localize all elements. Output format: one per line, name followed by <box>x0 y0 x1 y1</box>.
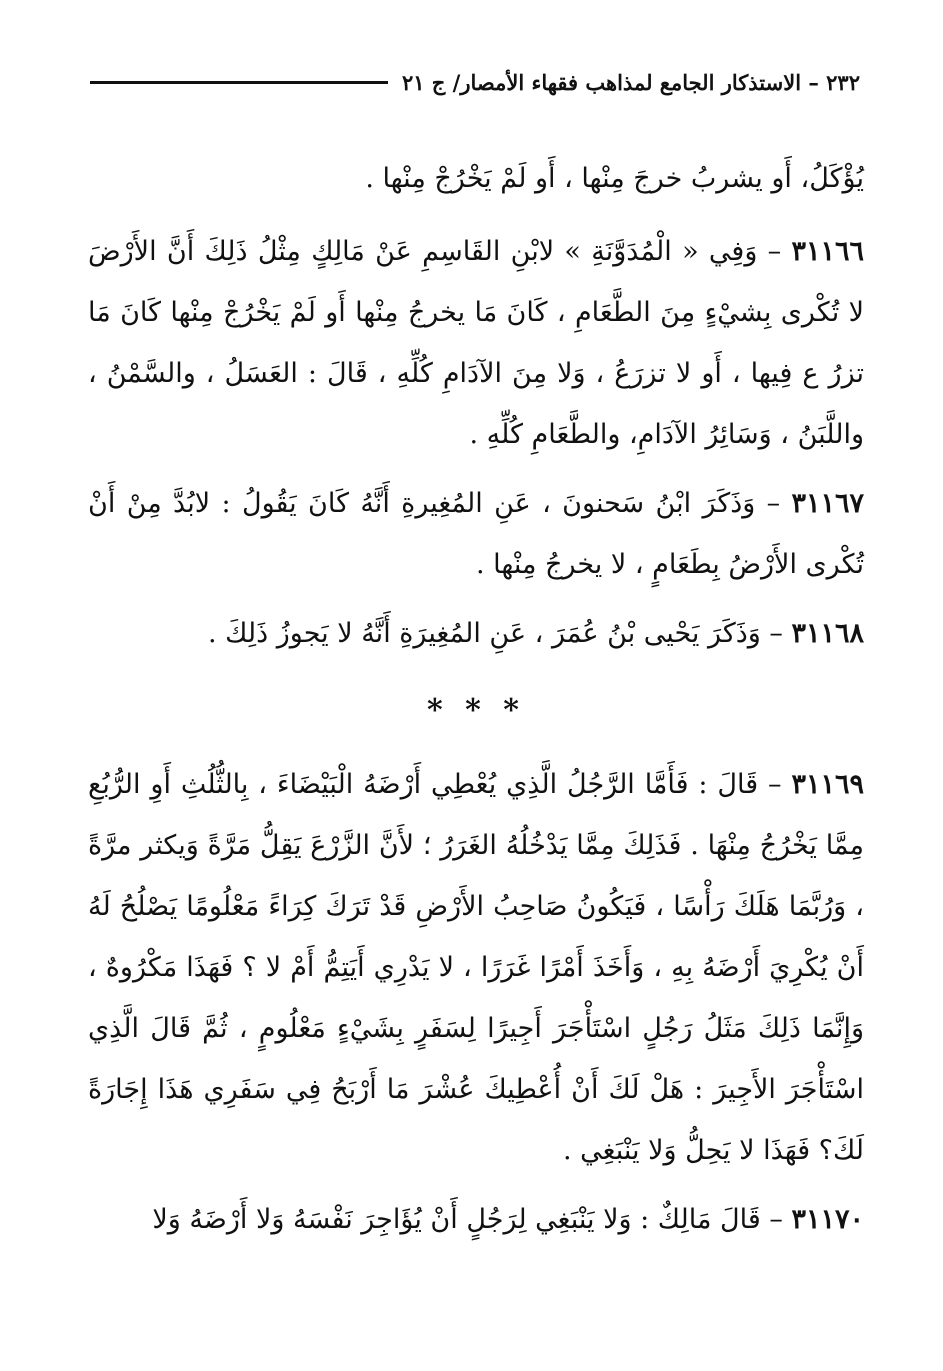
paragraph-31166 <box>88 221 864 465</box>
header-title: ٢٣٢ – الاستذكار الجامع لمذاهب فقهاء الأمصار/ ج ٢١ <box>401 69 860 95</box>
paragraph-text: – وَذَكَرَ يَحْيى بْنُ عُمَرَ ، عَنِ المُغِيرَةِ أَنَّهُ لا يَجوزُ ذَلِكَ . <box>207 618 783 649</box>
header-rule <box>90 81 388 84</box>
paragraph-number: ٣١١٦٧ <box>791 488 864 519</box>
paragraph-31168 <box>88 603 864 664</box>
paragraph-text: يُؤْكَلُ، أَو يشربُ خرجَ مِنْها ، أَو لَمْ يَخْرُجْ مِنْها . <box>365 163 864 194</box>
paragraph-text: – قَالَ مَالِكٌ : وَلا يَنْبَغِي لِرَجُلٍ أَنْ يُؤَاجِرَ نَفْسَهُ وَلا أَرْضَهُ وَلا <box>152 1204 783 1235</box>
paragraph-31169 <box>88 754 864 1181</box>
paragraph-number: ٣١١٧٠ <box>791 1204 864 1235</box>
paragraph-number: ٣١١٦٨ <box>791 618 864 649</box>
paragraph-number: ٣١١٦٦ <box>791 236 864 267</box>
paragraph-text: – قَالَ : فَأَمَّا الرَّجُلُ الَّذِي يُعْطِي أَرْضَهُ الْبَيْضَاءَ ، بِالثُّلُثِ أَوِ الرُّبُعِ مِمَّا يَخْرُجُ مِنْهَا . فَذَلِكَ مِمَّا يَدْخُلُهُ الغَرَرُ ؛ لأَنَّ الزَّرْعَ يَقِلُّ مَرَّةً وَيكثر مرَّةً ، وَرُبَّمَا هَلَكَ رَأْسًا ، فَيَكُونُ صَاحِبُ الأَرْضِ قَدْ تَرَكَ كِرَاءً مَعْلُومًا يَصْلُحُ لَهُ أَنْ يُكْرِيَ أَرْضَهُ بِهِ ، وَأَخَذَ أَمْرًا غَرَرًا ، لا يَدْرِي أَيَتِمُّ أَمْ لا ؟ فَهَذَا مَكْرُوهٌ ، وَإِنَّمَا ذَلِكَ مَثَلُ رَجُلٍ اسْتَأْجَرَ أَجِيرًا لِسَفَرٍ بِشَيْءٍ مَعْلُومٍ ، ثُمَّ قَالَ الَّذِي اسْتَأْجَرَ الأَجِيرَ : هَلْ لَكَ أَنْ أُعْطِيكَ عُشْرَ مَا أَرْبَحُ فِي سَفَرِي هَذَا إِجَارَةً لَكَ؟ فَهَذَا لا يَحِلُّ وَلا يَنْبَغِي . <box>88 769 864 1166</box>
paragraph-text: – وَذَكَرَ ابْنُ سَحنونَ ، عَنِ المُغِيرةِ أَنَّهُ كَانَ يَقُولُ : لابُدَّ مِنْ أَنْ تُكْرى الأَرْضُ بِطَعَامٍ ، لا يخرجُ مِنْها . <box>88 488 864 580</box>
paragraph-text: – وَفِي « الْمُدَوَّنَةِ » لابْنِ القَاسِمِ عَنْ مَالِكٍ مِثْلُ ذَلِكَ أَنَّ الأَرْضَ لا تُكْرى بِشيْءٍ مِنَ الطَّعَامِ ، كَانَ مَا يخرجُ مِنْها أَو لَمْ يَخْرُجْ مِنْها كَانَ مَا تزرُ ع فِيها ، أَو لا تزرَعُ ، وَلا مِنَ الآدَامِ كُلِّهِ ، قَالَ : العَسَلُ ، والسَّمْنُ ، واللَّبَنُ ، وَسَائِرُ الآدَامِ، والطَّعَامِ كُلِّهِ . <box>88 236 864 450</box>
paragraph-number: ٣١١٦٩ <box>791 769 864 800</box>
section-separator: * * * <box>427 693 525 728</box>
running-header <box>90 62 860 102</box>
body-text <box>88 148 864 1258</box>
paragraph-continuation <box>88 148 864 209</box>
paragraph-31167 <box>88 473 864 595</box>
paragraph-31170 <box>88 1189 864 1250</box>
